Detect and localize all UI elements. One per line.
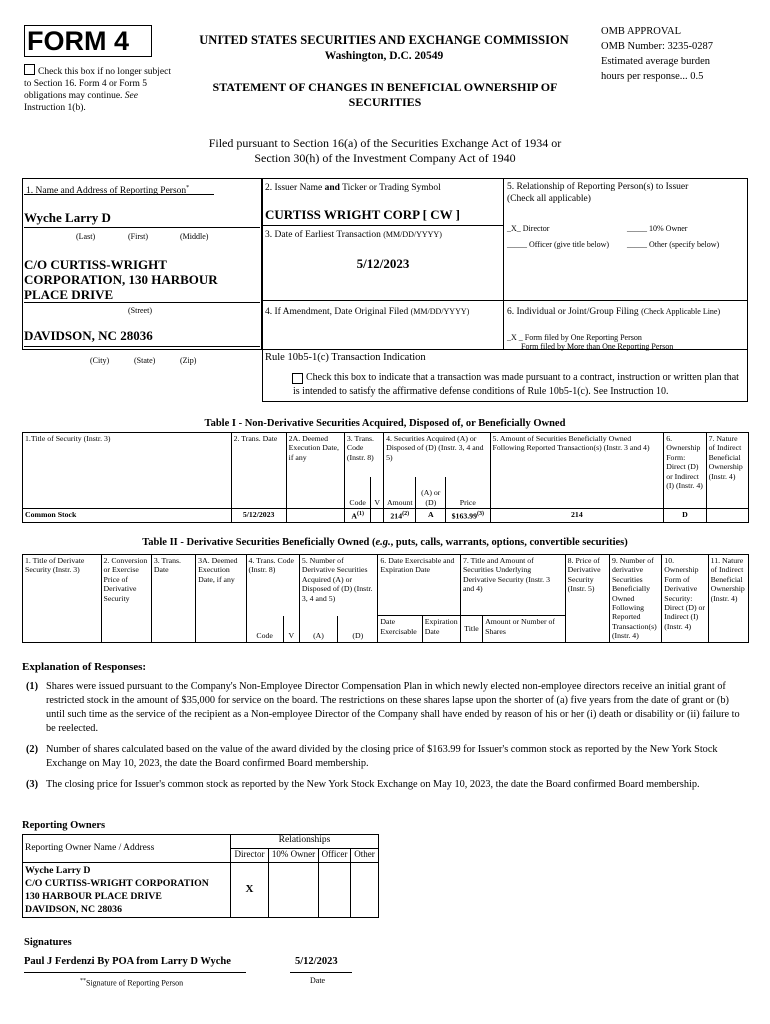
owners-header-officer: Officer <box>319 849 351 863</box>
signature-date: 5/12/2023 <box>295 956 338 967</box>
t2-sub-v: V <box>283 616 299 643</box>
t2-sub-a: (A) <box>299 616 337 643</box>
owner-director-mark: X <box>231 863 269 918</box>
street-label: (Street) <box>128 306 152 315</box>
first-label: (First) <box>128 232 148 241</box>
amendment-label: 4. If Amendment, Date Original Filed (MM/DD/YYYY) <box>265 307 470 317</box>
state-label: (State) <box>134 356 156 365</box>
agency-name: UNITED STATES SECURITIES AND EXCHANGE COMMISSION <box>199 33 569 47</box>
form-title-box <box>24 25 152 57</box>
t2-header-title: 1. Title of Derivate Security (Instr. 3) <box>23 555 102 643</box>
t2-header-date: 3. Trans. Date <box>151 555 195 643</box>
owners-header-relationships: Relationships <box>231 835 379 849</box>
city-label: (City) <box>90 356 110 365</box>
owner-name-address: Wyche Larry D C/O CURTISS-WRIGHT CORPORATION 130 HARBOUR PLACE DRIVE DAVIDSON, NC 28036 <box>23 863 231 918</box>
filing-label: 6. Individual or Joint/Group Filing (Check Applicable Line) <box>507 307 721 317</box>
footnote-2: (2) Number of shares calculated based on the value of the award divided by the closing price of $163.99 for Issuer's common stock as reported by the New York Stock Exchange on May 10, 2023, the date the Board confirmed Board membership. <box>26 744 718 769</box>
table-row <box>23 863 379 918</box>
last-label: (Last) <box>76 232 96 241</box>
ten-percent-owner-checkbox[interactable]: _____ 10% Owner <box>627 224 688 233</box>
zip-label: (Zip) <box>180 356 197 365</box>
filed-by-one-option[interactable]: _X _ Form filed by One Reporting Person <box>507 333 642 342</box>
earliest-transaction-label: 3. Date of Earliest Transaction (MM/DD/YYYY) <box>265 230 442 240</box>
issuer-name: CURTISS WRIGHT CORP [ CW ] <box>265 207 460 222</box>
owners-header-other: Other <box>351 849 379 863</box>
director-checkbox[interactable]: _X_ Director <box>507 224 550 233</box>
table1-title: Table I - Non-Derivative Securities Acquired, Disposed of, or Beneficially Owned <box>204 418 566 429</box>
t1-header-securities: 4. Securities Acquired (A) or Disposed of (D) (Instr. 3, 4 and 5) <box>384 433 490 477</box>
owners-header-ten: 10% Owner <box>269 849 319 863</box>
form-title: FORM 4 <box>27 26 130 56</box>
middle-label: (Middle) <box>180 232 209 241</box>
footnote-1: (1) Shares were issued pursuant to the Company's Non-Employee Director Compensation Plan in which newly elected non-employee directors receive an initial grant of restricted stock in the amount of $35,000 for service on the board. The restrictions on these shares lapse upon the shorter of (a) five years from the date of grant or (b) until such time as the service of the recipient as a Non-employee Director of the Company shall have ended by reason of his or her (i) death or disability or (ii) failure to be reelected. <box>26 681 740 734</box>
rule-10b5-label: Rule 10b5-1(c) Transaction Indication <box>265 352 426 363</box>
t2-sub-code: Code <box>246 616 283 643</box>
signature-label: **Signature of Reporting Person <box>80 978 184 988</box>
no-longer-subject-checkbox-text: Check this box if no longer subject to Section 16. Form 4 or Form 5 obligations may continue. See Instruction 1(b). <box>24 64 174 114</box>
t1-sub-v: V <box>371 477 384 509</box>
explanation-notes <box>22 680 744 792</box>
officer-checkbox[interactable]: _____ Officer (give title below) <box>507 240 610 249</box>
agency-city: Washington, D.C. 20549 <box>324 50 444 62</box>
t2-header-underlying: 7. Title and Amount of Securities Underlying Derivative Security (Instr. 3 and 4) <box>460 555 565 616</box>
issuer-label: 2. Issuer Name and Ticker or Trading Symbol <box>265 183 441 193</box>
t2-sub-title: Title <box>460 616 482 643</box>
table1 <box>22 432 749 523</box>
date-label: Date <box>310 976 326 985</box>
earliest-transaction-date: 5/12/2023 <box>356 256 410 271</box>
t2-sub-exp: Expiration Date <box>422 616 460 643</box>
table2-title: Table II - Derivative Securities Beneficially Owned (e.g., puts, calls, warrants, options, convertible securities) <box>142 537 628 548</box>
t1-header-amount-owned: 5. Amount of Securities Beneficially Owned Following Reported Transaction(s) (Instr. 3 and 4) <box>490 433 664 509</box>
rule-10b5-checkbox[interactable] <box>292 373 303 384</box>
t1-header-title: 1.Title of Security (Instr. 3) <box>23 433 232 509</box>
t2-sub-amount: Amount or Number of Shares <box>483 616 566 643</box>
t1-header-deemed: 2A. Deemed Execution Date, if any <box>286 433 344 509</box>
t1-sub-code: Code <box>344 477 370 509</box>
t2-header-conversion: 2. Conversion or Exercise Price of Derivative Security <box>101 555 151 643</box>
t1-header-ownership: 6. Ownership Form: Direct (D) or Indirect (I) (Instr. 4) <box>664 433 706 509</box>
t2-sub-d: (D) <box>338 616 378 643</box>
t1-sub-aord: (A) or (D) <box>416 477 446 509</box>
reporting-person-city: DAVIDSON, NC 28036 <box>24 328 153 343</box>
t1-sub-amount: Amount <box>384 477 416 509</box>
t2-header-owned: 9. Number of derivative Securities Beneficially Owned Following Reported Transaction(s) (Instr. 4) <box>609 555 661 643</box>
t1-sub-price: Price <box>446 477 490 509</box>
t2-header-code: 4. Trans. Code (Instr. 8) <box>246 555 299 616</box>
t1-header-nature: 7. Nature of Indirect Beneficial Ownership (Instr. 4) <box>706 433 748 509</box>
signature-name: Paul J Ferdenzi By POA from Larry D Wyche <box>24 956 231 967</box>
t2-header-deemed: 3A. Deemed Execution Date, if any <box>196 555 246 643</box>
rule-10b5-text: Check this box to indicate that a transaction was made pursuant to a contract, instruction or written plan that is intended to satisfy the affirmative defense conditions of Rule 10b5-1(c). See Instruction 10. <box>293 372 739 397</box>
t1-header-code: 3. Trans. Code (Instr. 8) <box>344 433 383 477</box>
relationship-label: 5. Relationship of Reporting Person(s) to Issuer (Check all applicable) <box>507 182 689 204</box>
t2-sub-date-ex: Date Exercisable <box>378 616 422 643</box>
owners-title: Reporting Owners <box>22 820 106 831</box>
statement-title: STATEMENT OF CHANGES IN BENEFICIAL OWNERSHIP OF SECURITIES <box>212 80 558 109</box>
t2-header-ownership: 10. Ownership Form of Derivative Security: Direct (D) or Indirect (I) (Instr. 4) <box>662 555 708 643</box>
reporting-person-name: Wyche Larry D <box>24 210 111 225</box>
t2-header-number: 5. Number of Derivative Securities Acquired (A) or Disposed of (D) (Instr. 3, 4 and 5) <box>299 555 378 616</box>
t2-header-exercisable: 6. Date Exercisable and Expiration Date <box>378 555 461 616</box>
no-longer-subject-checkbox[interactable] <box>24 64 35 75</box>
filed-pursuant: Filed pursuant to Section 16(a) of the Securities Exchange Act of 1934 or Section 30(h) of the Investment Company Act of 1940 <box>208 136 562 165</box>
table-row: Common Stock 5/12/2023 $A^{(1)}$ 214$^{(2)}$ A $163.99$^{(3)}$ 214 D <box>23 509 749 523</box>
omb-approval: OMB APPROVAL OMB Number: 3235-0287 Estimated average burden hours per response... 0.5 <box>601 26 713 82</box>
owners-header-name: Reporting Owner Name / Address <box>23 835 231 863</box>
filed-by-more-option[interactable]: ___ Form filed by More than One Reporting Person <box>507 342 674 351</box>
other-checkbox[interactable]: _____ Other (specify below) <box>627 240 720 249</box>
explanation-title: Explanation of Responses: <box>22 661 147 673</box>
footnote-3: (3) The closing price for Issuer's common stock as reported by the New York Stock Exchange on May 10, 2023, the date the Board confirmed Board membership. <box>26 779 700 790</box>
signatures-title: Signatures <box>24 937 72 948</box>
reporting-person-label: 1. Name and Address of Reporting Person* <box>26 185 190 197</box>
table2 <box>22 554 749 643</box>
t2-header-nature: 11. Nature of Indirect Beneficial Ownership (Instr. 4) <box>708 555 748 643</box>
owners-table <box>22 834 379 918</box>
t1-header-date: 2. Trans. Date <box>231 433 286 509</box>
reporting-person-street: C/O CURTISS-WRIGHT CORPORATION, 130 HARBOUR PLACE DRIVE <box>24 257 218 302</box>
t2-header-price: 8. Price of Derivative Security (Instr. 5) <box>565 555 609 643</box>
owners-header-director: Director <box>231 849 269 863</box>
